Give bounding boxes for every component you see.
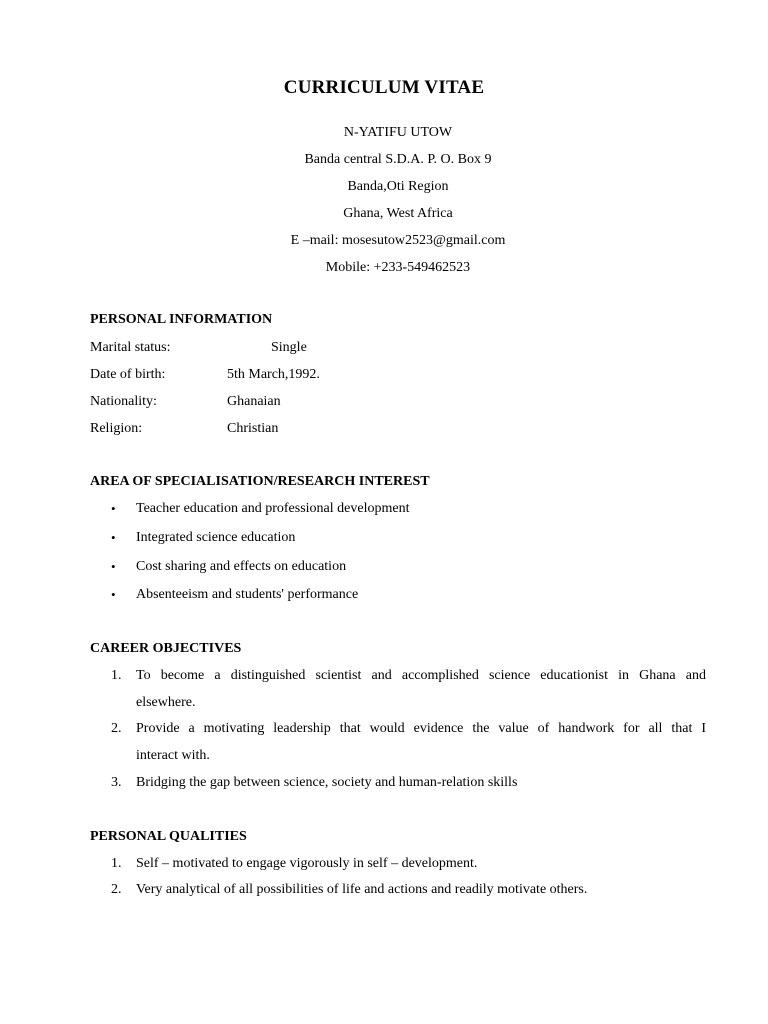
list-item-objective-line: interact with. [136, 748, 210, 763]
bullet-icon: • [111, 559, 116, 574]
list-item-objective-line: Provide a motivating leadership that would evidence the value of handwork for all that I [136, 721, 706, 736]
list-item-specialisation: Absenteeism and students' performance [136, 587, 359, 602]
section-heading-personal-information: PERSONAL INFORMATION [90, 312, 273, 327]
list-number: 2. [111, 721, 122, 736]
list-item-specialisation: Teacher education and professional development [136, 501, 410, 516]
list-item-objective-line: elsewhere. [136, 695, 196, 710]
contact-name: N-YATIFU UTOW [343, 125, 453, 140]
list-number: 1. [111, 668, 122, 683]
bullet-icon: • [111, 501, 116, 516]
section-heading-career-objectives: CAREER OBJECTIVES [90, 641, 242, 656]
contact-email: E –mail: mosesutow2523@gmail.com [290, 233, 506, 248]
contact-address-line-1: Banda central S.D.A. P. O. Box 9 [304, 152, 492, 167]
info-value-marital-status: Single [271, 340, 307, 355]
list-item-specialisation: Cost sharing and effects on education [136, 559, 347, 574]
list-number: 1. [111, 856, 122, 871]
list-item-objective-line: To become a distinguished scientist and accomplished science educationist in Ghana and [136, 668, 706, 683]
section-heading-personal-qualities: PERSONAL QUALITIES [90, 829, 247, 844]
list-number: 3. [111, 775, 122, 790]
info-label-marital-status: Marital status: [90, 340, 171, 355]
list-item-quality: Very analytical of all possibilities of life and actions and readily motivate others. [136, 882, 588, 897]
contact-address-line-2: Banda,Oti Region [347, 179, 449, 194]
info-value-nationality: Ghanaian [227, 394, 281, 409]
list-number: 2. [111, 882, 122, 897]
list-item-quality: Self – motivated to engage vigorously in self – development. [136, 856, 478, 871]
list-item-specialisation: Integrated science education [136, 530, 296, 545]
info-label-religion: Religion: [90, 421, 143, 436]
contact-mobile: Mobile: +233-549462523 [325, 260, 471, 275]
section-heading-specialisation: AREA OF SPECIALISATION/RESEARCH INTEREST [90, 474, 430, 489]
bullet-icon: • [111, 587, 116, 602]
info-label-nationality: Nationality: [90, 394, 157, 409]
document-title: CURRICULUM VITAE [283, 77, 485, 98]
list-item-objective-line: Bridging the gap between science, society and human-relation skills [136, 775, 518, 790]
info-value-date-of-birth: 5th March,1992. [227, 367, 320, 382]
info-label-date-of-birth: Date of birth: [90, 367, 166, 382]
info-value-religion: Christian [227, 421, 279, 436]
contact-address-line-3: Ghana, West Africa [343, 206, 453, 221]
bullet-icon: • [111, 530, 116, 545]
